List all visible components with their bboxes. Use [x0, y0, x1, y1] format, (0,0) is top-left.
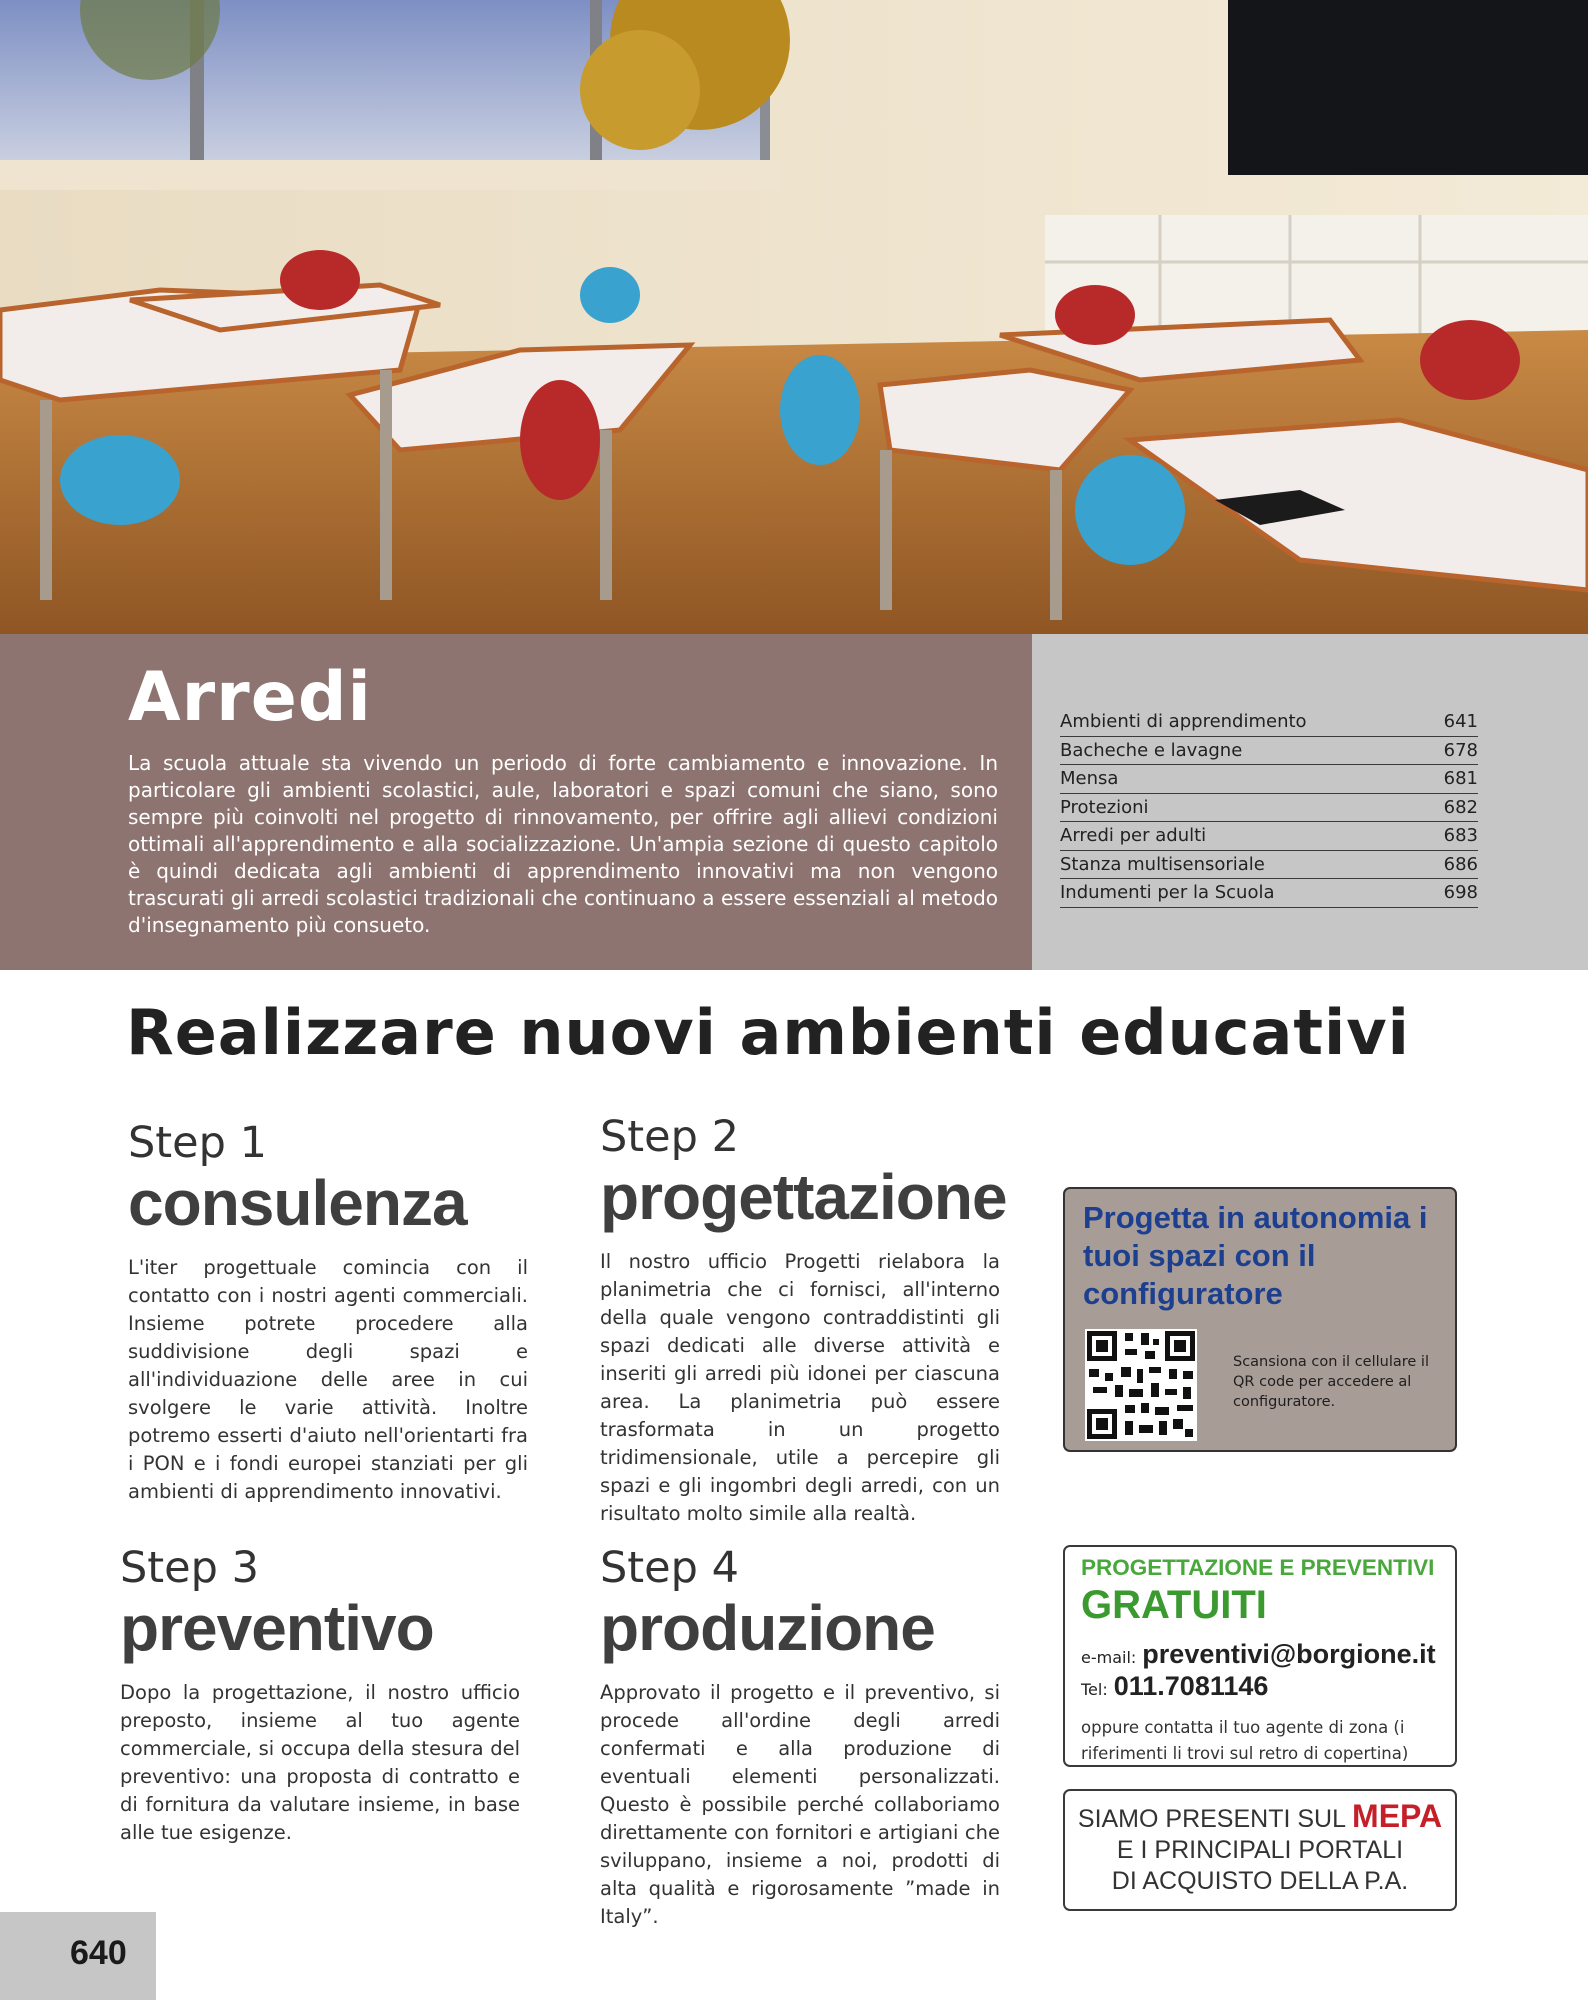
qr-code-icon[interactable]	[1085, 1329, 1197, 1441]
email-label: e-mail:	[1081, 1648, 1137, 1667]
toc-item-page: 678	[1443, 739, 1478, 761]
toc-item[interactable]	[1060, 794, 1478, 823]
classroom-illustration	[0, 0, 1588, 634]
free-quotes-box	[1063, 1545, 1457, 1767]
page-number: 640	[70, 1934, 127, 1972]
email-contact	[1081, 1639, 1436, 1670]
phone-link[interactable]: 011.7081146	[1113, 1671, 1269, 1701]
mepa-box	[1063, 1789, 1457, 1911]
toc-item[interactable]	[1060, 765, 1478, 794]
step-number: Step 4	[600, 1543, 739, 1593]
step-description: Approvato il progetto e il preventivo, si procede all'ordine degli arredi confermati e alla produzione di eventuali elementi personalizzati. Questo è possibile perché collaboriamo direttamente con fornitori e artigiani che sviluppano, insieme a noi, prodotti di alta qualità e rigorosamente ”made in Italy”.	[600, 1681, 1000, 1928]
phone-contact	[1081, 1671, 1268, 1702]
toc-item-label: Mensa	[1060, 768, 1119, 789]
toc-item[interactable]	[1060, 822, 1478, 851]
toc-item-label: Ambienti di apprendimento	[1060, 711, 1307, 732]
toc-item-page: 686	[1443, 853, 1478, 875]
toc-item-page: 641	[1443, 711, 1478, 732]
mepa-line-2: E I PRINCIPALI PORTALI	[1116, 1836, 1404, 1864]
step-title: preventivo	[120, 1592, 434, 1664]
toc-item[interactable]	[1060, 708, 1478, 737]
step-number: Step 2	[600, 1112, 739, 1162]
toc-item-page: 682	[1443, 796, 1478, 818]
mepa-line-3: DI ACQUISTO DELLA P.A.	[1111, 1867, 1409, 1895]
step-title: progettazione	[600, 1161, 1007, 1233]
table-of-contents	[1032, 634, 1588, 970]
mepa-brand: MEPA	[1352, 1798, 1443, 1834]
configurator-box	[1063, 1187, 1457, 1452]
free-quotes-label: PROGETTAZIONE E PREVENTIVI	[1081, 1555, 1435, 1580]
toc-item-label: Bacheche e lavagne	[1060, 739, 1243, 761]
step-title: produzione	[600, 1592, 935, 1664]
configurator-note: Scansiona con il cellulare il QR code per accedere al configuratore.	[1233, 1354, 1429, 1410]
toc-item-label: Stanza multisensoriale	[1060, 853, 1265, 875]
hero-classroom-photo	[0, 0, 1588, 634]
agent-note: oppure contatta il tuo agente di zona (i riferimenti li trovi sul retro di copertina)	[1081, 1718, 1409, 1763]
toc-item-page: 681	[1443, 768, 1478, 789]
step-description: Dopo la progettazione, il nostro ufficio preposto, insieme al tuo agente commerciale, si occupa della stesura del preventivo: una proposta di contratto e di fornitura da valutare insieme, in base alle tue esigenze.	[120, 1681, 520, 1844]
phone-label: Tel:	[1081, 1680, 1108, 1699]
toc-item-label: Indumenti per la Scuola	[1060, 882, 1275, 903]
step-number: Step 3	[120, 1543, 259, 1593]
toc-item-page: 683	[1443, 825, 1478, 846]
email-link[interactable]: preventivi@borgione.it	[1142, 1639, 1436, 1669]
free-quotes-highlight: GRATUITI	[1081, 1583, 1267, 1627]
mepa-line-1	[1065, 1798, 1455, 1835]
toc-item-label: Protezioni	[1060, 796, 1149, 818]
intro-section	[0, 634, 1032, 970]
intro-paragraph: La scuola attuale sta vivendo un periodo di forte cambiamento e innovazione. In particolare gli ambienti scolastici, aule, laboratori e spazi comuni che siano, sono sempre più coinvolti nel progetto di rinnovamento, per offrire agli allievi condizioni ottimali all'apprendimento e alla socializzazione. Un'ampia sezione di questo capitolo è quindi dedicata agli ambienti di apprendimento innovativi ma non vengono trascurati gli arredi scolastici tradizionali che continuano a essere essenziali al metodo d'insegnamento più consueto.	[128, 751, 998, 937]
configurator-title: Progetta in autonomia i tuoi spazi con il configuratore	[1083, 1200, 1428, 1311]
toc-item-page: 698	[1443, 882, 1478, 903]
toc-item[interactable]	[1060, 879, 1478, 908]
step-title: consulenza	[128, 1167, 467, 1239]
step-preventivo	[120, 1543, 520, 1847]
toc-item[interactable]	[1060, 851, 1478, 880]
step-consulenza	[128, 1118, 528, 1506]
step-description: Il nostro ufficio Progetti rielabora la planimetria che ci fornisci, all'interno della quale vengono contraddistinti gli spazi dedicati alle diverse attività e inseriti gli arredi più idonei per ciascuna area. La planimetria può essere trasformata in un progetto tridimensionale, utile a percepire gli spazi e gli ingombri degli arredi, con un risultato molto simile alla realtà.	[600, 1250, 1000, 1525]
step-progettazione	[600, 1112, 1007, 1528]
toc-list	[1060, 708, 1478, 908]
page-number-tab	[0, 1912, 156, 2000]
main-heading: Realizzare nuovi ambienti educativi	[126, 996, 1410, 1069]
mepa-prefix: SIAMO PRESENTI SUL	[1077, 1805, 1346, 1833]
section-title: Arredi	[128, 658, 372, 737]
step-produzione	[600, 1543, 1000, 1931]
qr-code-graphic	[1085, 1329, 1197, 1441]
toc-item[interactable]	[1060, 737, 1478, 766]
toc-item-label: Arredi per adulti	[1060, 825, 1207, 846]
step-description: L'iter progettuale comincia con il contatto con i nostri agenti commerciali. Insieme potrete procedere alla suddivisione degli spazi e all'individuazione delle aree in cui svolgere le varie attività. Inoltre potremo esserti d'aiuto nell'orientarti fra i PON e i fondi europei stanziati per gli ambienti di apprendimento innovativi.	[128, 1256, 528, 1503]
step-number: Step 1	[128, 1118, 267, 1168]
